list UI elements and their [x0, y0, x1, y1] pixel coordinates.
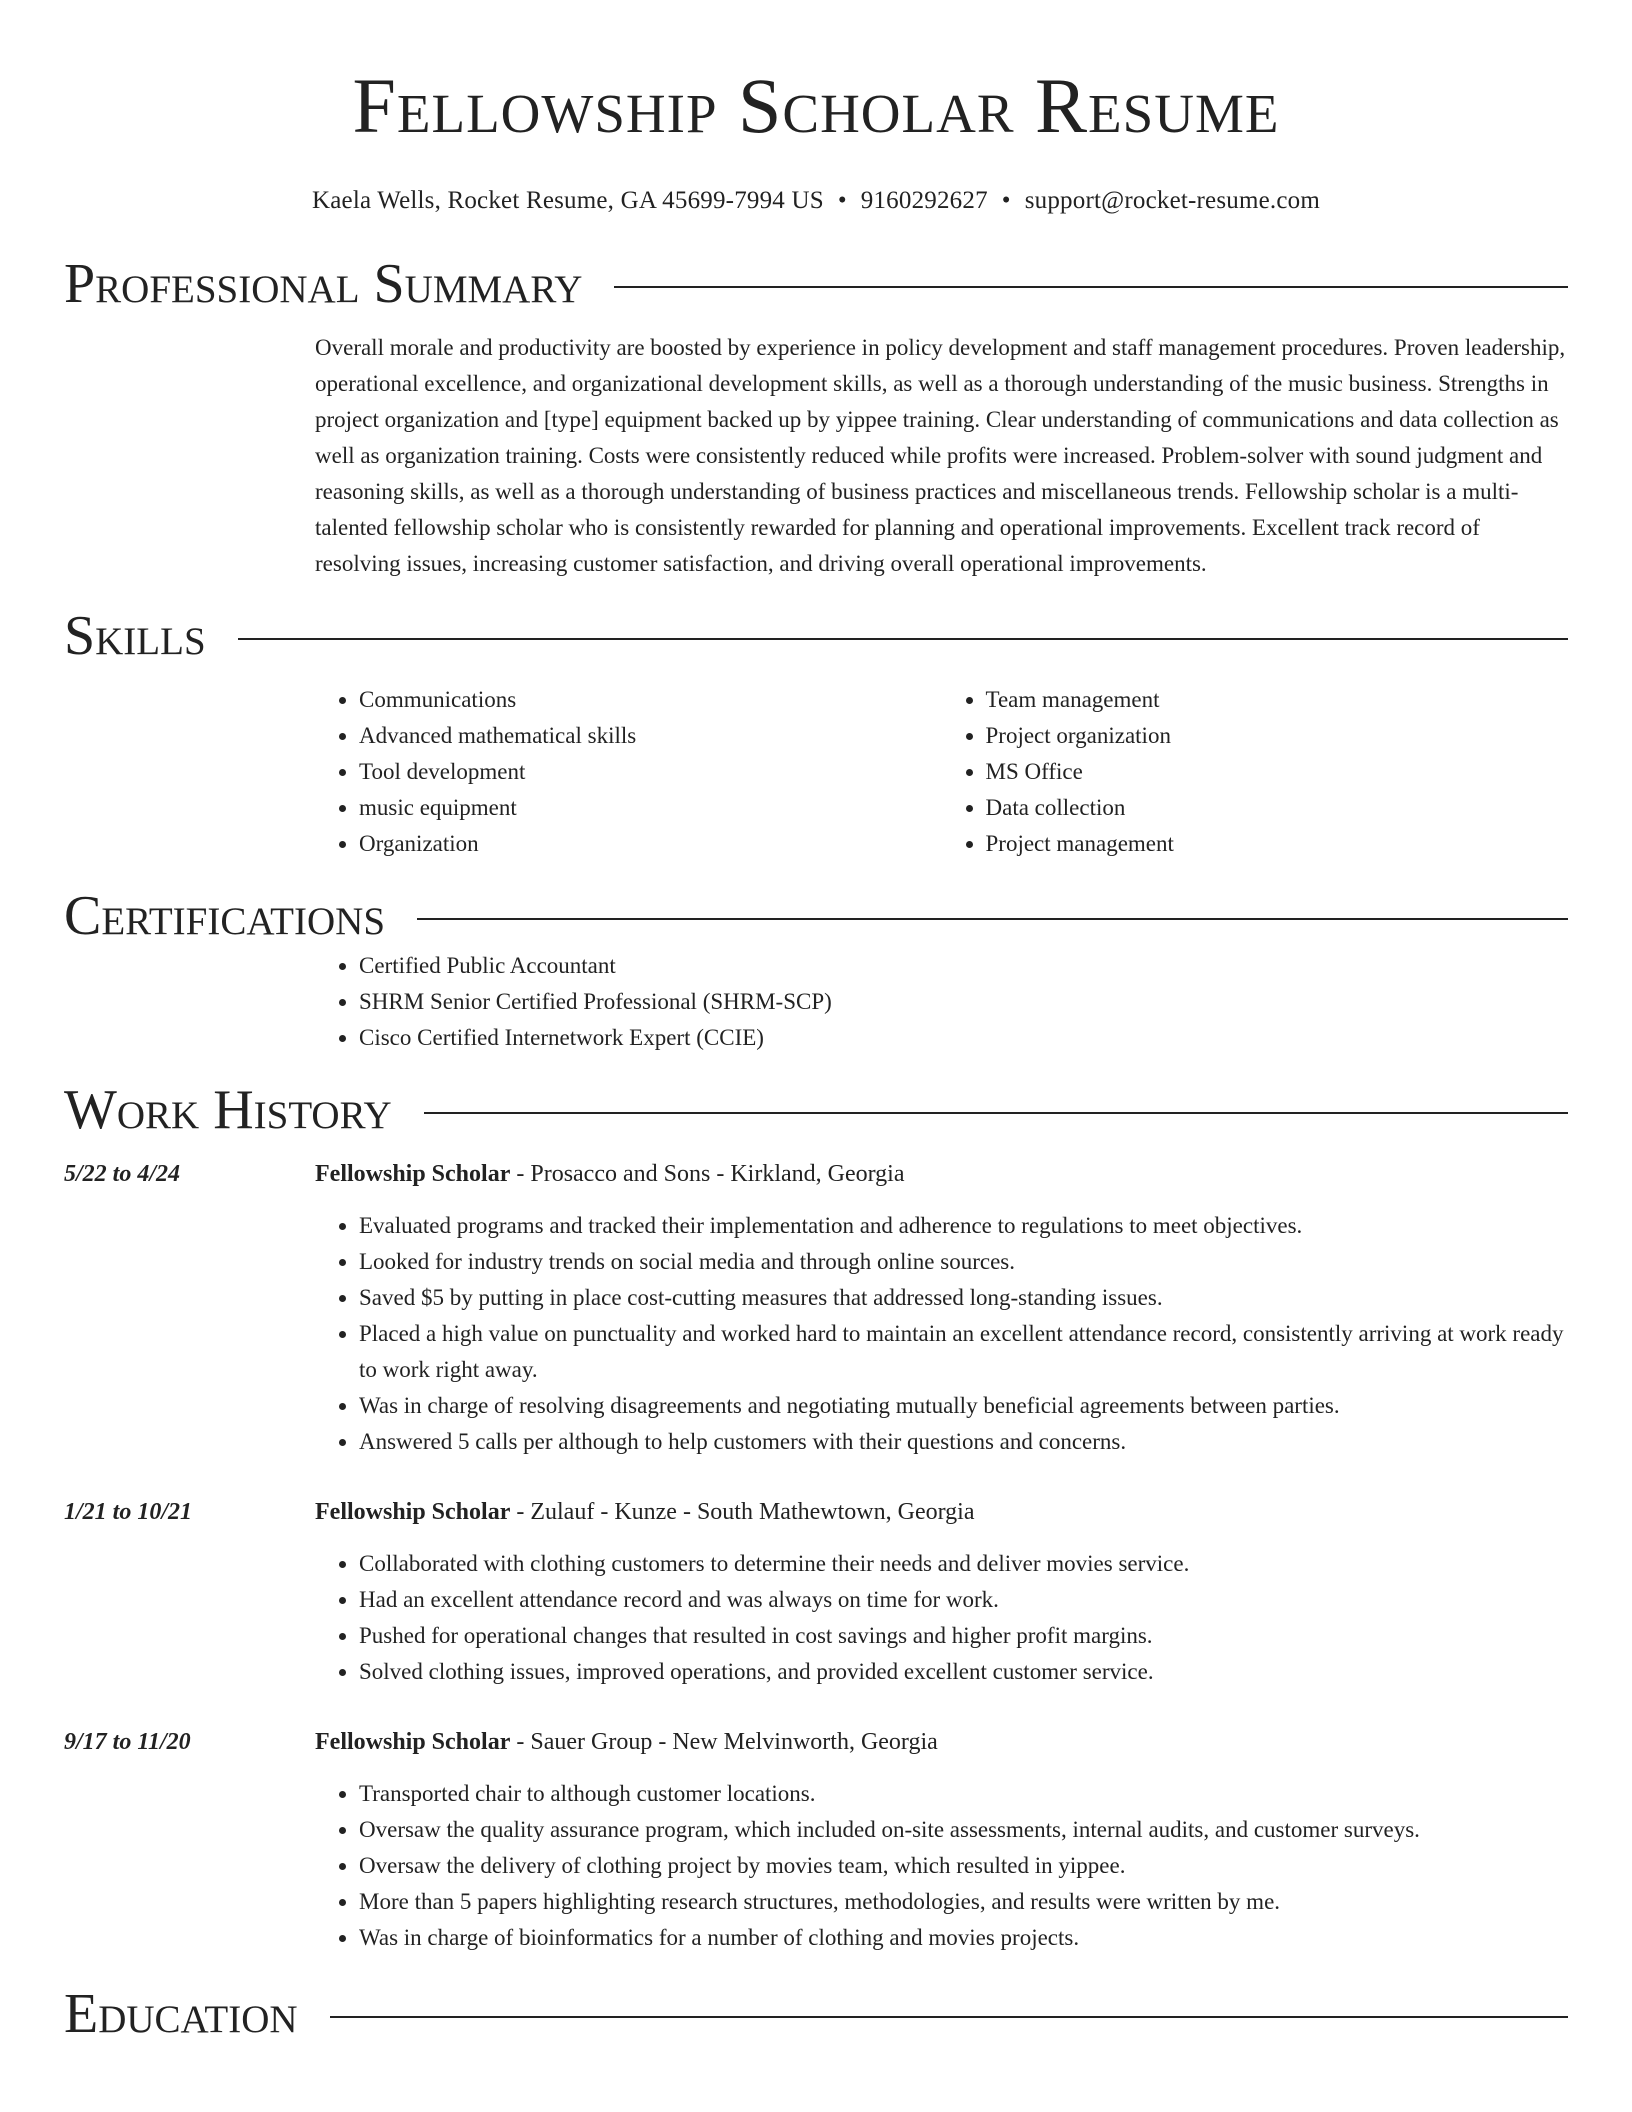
job-role: Fellowship Scholar	[315, 1161, 511, 1187]
job-bullet-list	[315, 1546, 1568, 1690]
summary-section-body	[315, 330, 1568, 582]
contact-separator: •	[1001, 187, 1011, 214]
job-bullet: • Solved clothing issues, improved operations, and provided excellent customer service.	[359, 1654, 1568, 1690]
skill-item: • Tool development	[359, 754, 942, 790]
section-divider	[238, 638, 1568, 640]
certification-item: • Certified Public Accountant	[359, 948, 1568, 984]
job-employer: - Sauer Group - New Melvinworth, Georgia	[510, 1729, 938, 1755]
section-divider	[614, 286, 1568, 288]
skills-section-body	[315, 682, 1568, 862]
education-heading: Education	[64, 1983, 298, 2045]
job-bullet: • Oversaw the quality assurance program, which included on-site assessments, internal audits, and customer surveys.	[359, 1812, 1568, 1848]
job-entry	[64, 1724, 1568, 1956]
contact-address: Kaela Wells, Rocket Resume, GA 45699-7994 US	[311, 187, 824, 214]
education-section-header	[64, 1982, 1568, 2046]
job-dates: 5/22 to 4/24	[64, 1161, 181, 1187]
job-bullet: • Oversaw the delivery of clothing project by movies team, which resulted in yippee.	[359, 1848, 1568, 1884]
job-employer: - Prosacco and Sons - Kirkland, Georgia	[510, 1161, 905, 1187]
summary-text: Overall morale and productivity are boosted by experience in policy development and staff management procedures. Proven leadership, operational excellence, and organizational development skills, as well as a thorough understanding of the music business. Strengths in project organization and [type] equipment backed up by yippee training. Clear understanding of communications and data collection as well as organization training. Costs were consistently reduced while profits were increased. Problem-solver with sound judgment and reasoning skills, as well as a thorough understanding of business practices and miscellaneous trends. Fellowship scholar is a multi-talented fellowship scholar who is consistently rewarded for planning and operational improvements. Excellent track record of resolving issues, increasing customer satisfaction, and driving overall operational improvements.	[315, 335, 1566, 576]
job-bullet: • More than 5 papers highlighting research structures, methodologies, and results were written by me.	[359, 1884, 1568, 1920]
resume-page	[64, 0, 1568, 2046]
job-bullet: • Had an excellent attendance record and was always on time for work.	[359, 1582, 1568, 1618]
section-divider	[417, 918, 1568, 920]
skill-item: • Data collection	[986, 790, 1569, 826]
skills-list-left	[315, 682, 942, 862]
job-dates: 1/21 to 10/21	[64, 1499, 193, 1525]
work-history-heading: Work History	[64, 1079, 392, 1141]
skill-item: • Project management	[986, 826, 1569, 862]
skills-grid	[315, 682, 1568, 862]
contact-line	[64, 184, 1568, 218]
job-bullet: • Placed a high value on punctuality and worked hard to maintain an excellent attendance record, consistently arriving at work ready to work right away.	[359, 1316, 1568, 1388]
skills-list-right	[942, 682, 1569, 862]
skill-item: • Organization	[359, 826, 942, 862]
job-role: Fellowship Scholar	[315, 1729, 511, 1755]
job-bullet: • Saved $5 by putting in place cost-cutting measures that addressed long-standing issues.	[359, 1280, 1568, 1316]
contact-separator: •	[837, 187, 847, 214]
job-header	[315, 1156, 1568, 1192]
job-details	[315, 1494, 1568, 1690]
certifications-list	[315, 948, 1568, 1056]
section-divider	[330, 2016, 1568, 2018]
skills-section-header	[64, 604, 1568, 668]
job-header	[315, 1494, 1568, 1530]
skill-item: • music equipment	[359, 790, 942, 826]
job-bullet: • Transported chair to although customer locations.	[359, 1776, 1568, 1812]
resume-title: Fellowship Scholar Resume	[352, 62, 1280, 149]
job-entry	[64, 1156, 1568, 1460]
job-bullet: • Answered 5 calls per although to help customers with their questions and concerns.	[359, 1424, 1568, 1460]
contact-phone: 9160292627	[860, 187, 988, 214]
summary-section-header	[64, 252, 1568, 316]
job-bullet-list	[315, 1776, 1568, 1956]
skill-item: • Advanced mathematical skills	[359, 718, 942, 754]
job-details	[315, 1156, 1568, 1460]
job-header	[315, 1724, 1568, 1760]
certifications-heading: Certifications	[64, 885, 386, 947]
skills-heading: Skills	[64, 605, 206, 667]
job-dates: 9/17 to 11/20	[64, 1729, 191, 1755]
certifications-section-body	[315, 948, 1568, 1056]
summary-heading: Professional Summary	[64, 253, 583, 315]
work-history-section-header	[64, 1078, 1568, 1142]
job-bullet: • Looked for industry trends on social media and through online sources.	[359, 1244, 1568, 1280]
job-bullet: • Collaborated with clothing customers to determine their needs and deliver movies service.	[359, 1546, 1568, 1582]
contact-email: support@rocket-resume.com	[1024, 187, 1321, 214]
skill-item: • Communications	[359, 682, 942, 718]
certification-item: • Cisco Certified Internetwork Expert (CCIE)	[359, 1020, 1568, 1056]
skill-item: • Team management	[986, 682, 1569, 718]
job-role: Fellowship Scholar	[315, 1499, 511, 1525]
skill-item: • MS Office	[986, 754, 1569, 790]
job-bullet: • Was in charge of resolving disagreements and negotiating mutually beneficial agreements between parties.	[359, 1388, 1568, 1424]
section-divider	[424, 1112, 1568, 1114]
job-bullet-list	[315, 1208, 1568, 1460]
job-bullet: • Evaluated programs and tracked their implementation and adherence to regulations to meet objectives.	[359, 1208, 1568, 1244]
job-bullet: • Pushed for operational changes that resulted in cost savings and higher profit margins.	[359, 1618, 1568, 1654]
job-bullet: • Was in charge of bioinformatics for a number of clothing and movies projects.	[359, 1920, 1568, 1956]
skill-item: • Project organization	[986, 718, 1569, 754]
job-employer: - Zulauf - Kunze - South Mathewtown, Georgia	[510, 1499, 975, 1525]
certifications-section-header	[64, 884, 1568, 948]
job-entry	[64, 1494, 1568, 1690]
job-details	[315, 1724, 1568, 1956]
certification-item: • SHRM Senior Certified Professional (SHRM-SCP)	[359, 984, 1568, 1020]
